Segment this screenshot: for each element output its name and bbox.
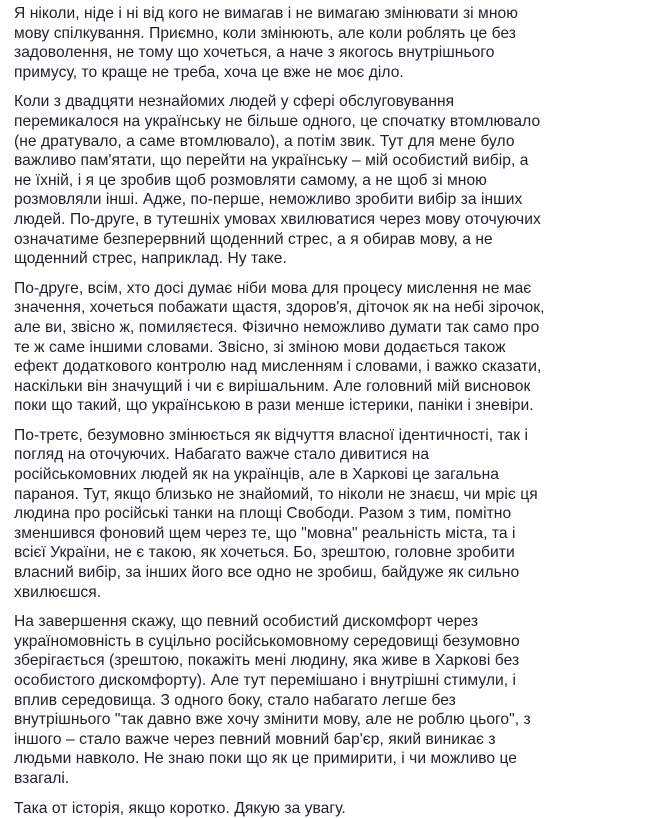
paragraph-3: По-друге, всім, хто досі думає ніби мова для процесу мислення не має значення, хочеться побажати щастя, здоров'я, діточок як на небі зірочок, але ви, звісно ж, помиляєтеся. Фізично неможливо думати так само про те ж саме іншими словами. Звісно, зі зміною мови додається також ефект додаткового контролю над мисленням і словами, і важко сказати, наскільки він значущий і чи є вирішальним. Але головний мій висновок поки що такий, що українською в рази менше істерики, паніки і зневіри. xyxy=(14,279,545,415)
paragraph-2: Коли з двадцяти незнайомих людей у сфері обслуговування перемикалося на українську не більше одного, це спочатку втомлювало (не дратувало, а саме втомлювало), а потім звик. Тут для мене було важливо пам'ятати, що перейти на українську – мій особистий вибір, а не їхній, і я це зробив щоб розмовляти самому, а не щоб зі мною розмовляли інші. Адже, по-перше, неможливо зробити вибір за інших людей. По-друге, в тутешніх умовах хвилюватися через мову оточуючих означатиме безперервний щоденний стрес, а я обирав мову, а не щоденний стрес, наприклад. Ну таке. xyxy=(14,93,541,268)
paragraph-1: Я ніколи, ніде і ні від кого не вимагав і не вимагаю змінювати зі мною мову спілкування. Приємно, коли змінюють, але коли роблять це без задоволення, не тому що хочеться, а наче з якогось внутрішнього примусу, то краще не треба, хоча це вже не моє діло. xyxy=(14,5,518,81)
paragraph-5: На завершення скажу, що певний особистий дискомфорт через україномовність в суцільно російськомовному середовищі безумовно зберігається (зрештою, покажіть мені людину, яка живе в Харкові без особистого дискомфорту). Але тут перемішано і внутрішні стимули, і вплив середовища. З одного боку, стало набагато легше без внутрішнього "так давно вже хочу змінити мову, але не роблю цього", з іншого – стало важче через певний мовний бар'єр, який виникає з людьми навколо. Не знаю поки що як це примирити, і чи можливо це взагалі. xyxy=(14,613,531,787)
paragraph-4: По-третє, безумовно змінюється як відчуття власної ідентичності, так і погляд на оточуючих. Набагато важче стало дивитися на російськомовних людей як на українців, але в Харкові це загальна параноя. Тут, якщо близько не знайомий, то ніколи не знаєш, чи мріє ця людина про російські танки на площі Свободи. Разом з тим, помітно зменшився фоновий щем через те, що "мовна" реальність міста, та і всієї України, не є такою, як хочеться. Бо, зрештою, головне зробити власний вибір, за інших його все одно не зробиш, байдуже як сильно хвилюєшся. xyxy=(14,426,538,601)
paragraph-6: Така от історія, якщо коротко. Дякую за увагу. xyxy=(14,799,346,817)
